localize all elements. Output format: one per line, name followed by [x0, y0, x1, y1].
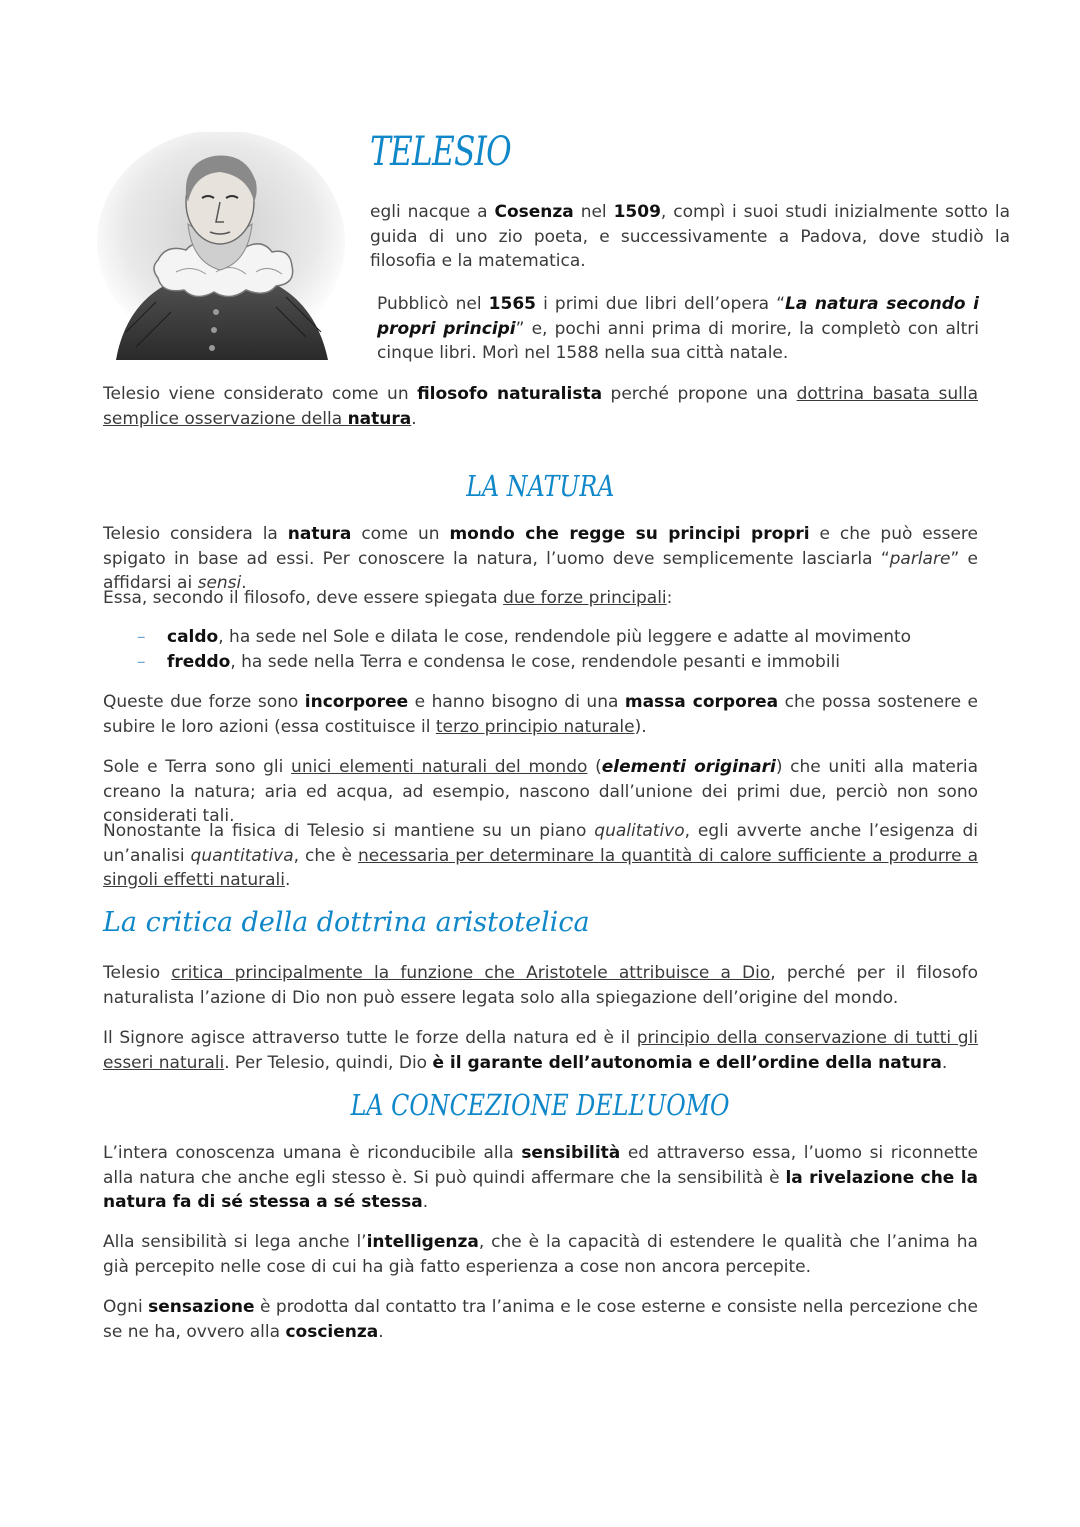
critica-paragraph-2: Il Signore agisce attraverso tutte le forze della natura ed è il principio della conservazione di tutti gli esseri naturali. Per Telesio, quindi, Dio è il garante dell’autonomia e dell’ordine della natura. [103, 1028, 978, 1073]
page-title: TELESIO [370, 129, 511, 175]
natura-paragraph-4: Sole e Terra sono gli unici elementi naturali del mondo (elementi originari) che uniti alla materia creano la natura; aria ed acqua, ad esempio, nascono dall’unione dei primi due, perciò non sono considerati tali. [103, 757, 978, 826]
heading-la-natura: LA NATURA [465, 469, 615, 503]
critica-paragraph-1: Telesio critica principalmente la funzione che Aristotele attribuisce a Dio, perché per il filosofo naturalista l’azione di Dio non può essere legata solo alla spiegazione dell’origine del mondo. [103, 963, 978, 1008]
natura-paragraph-3: Queste due forze sono incorporee e hanno bisogno di una massa corporea che possa sostenere e subire le loro azioni (essa costituisce il terzo principio naturale). [103, 692, 979, 737]
uomo-paragraph-3: Ogni sensazione è prodotta dal contatto tra l’anima e le cose esterne e consiste nella percezione che se ne ha, ovvero alla coscienza. [103, 1297, 978, 1342]
uomo-paragraph-1: L’intera conoscenza umana è riconducibile alla sensibilità ed attraverso essa, l’uomo si riconnette alla natura che anche egli stesso è. Si può quindi affermare che la sensibilità è la rivelazione che la natura fa di sé stessa a sé stessa. [103, 1143, 979, 1212]
intro-paragraph-1: egli nacque a Cosenza nel 1509, compì i suoi studi inizialmente sotto la guida di uno zio poeta, e successivamente a Padova, dove studiò la filosofia e la matematica. [370, 202, 1011, 271]
dash-marker: – [137, 651, 146, 672]
uomo-paragraph-2: Alla sensibilità si lega anche l’intelligenza, che è la capacità di estendere le qualità che l’anima ha già percepito nelle cose di cui ha già fatto esperienza a cose non ancora percepite. [103, 1232, 978, 1277]
forces-list [137, 625, 977, 674]
intro-paragraph-2: Pubblicò nel 1565 i primi due libri dell’opera “La natura secondo i propri principi” e, pochi anni prima di morire, la completò con altri cinque libri. Morì nel 1588 nella sua città natale. [377, 294, 979, 363]
natura-paragraph-2: Essa, secondo il filosofo, deve essere spiegata due forze principali: [103, 588, 673, 608]
natura-paragraph-1: Telesio considera la natura come un mondo che regge su principi propri e che può essere spigato in base ad essi. Per conoscere la natura, l’uomo deve semplicemente lasciarla “parlare” e affidarsi ai sensi. [103, 524, 978, 593]
heading-concezione-uomo: LA CONCEZIONE DELL’UOMO [350, 1088, 730, 1122]
list-item: – freddo, ha sede nella Terra e condensa le cose, rendendole pesanti e immobili [137, 650, 977, 675]
list-item: – caldo, ha sede nel Sole e dilata le cose, rendendole più leggere e adatte al movimento [137, 625, 977, 650]
intro-paragraph-3: Telesio viene considerato come un filosofo naturalista perché propone una dottrina basata sulla semplice osservazione della natura. [103, 384, 978, 429]
telesio-portrait [96, 132, 346, 360]
dash-marker: – [137, 627, 146, 647]
natura-paragraph-5: Nonostante la fisica di Telesio si mantiene su un piano qualitativo, egli avverte anche l’esigenza di un’analisi quantitativa, che è necessaria per determinare la quantità di calore sufficiente a produrre a singoli effetti naturali. [103, 821, 978, 890]
heading-critica: La critica della dottrina aristotelica [103, 907, 590, 938]
